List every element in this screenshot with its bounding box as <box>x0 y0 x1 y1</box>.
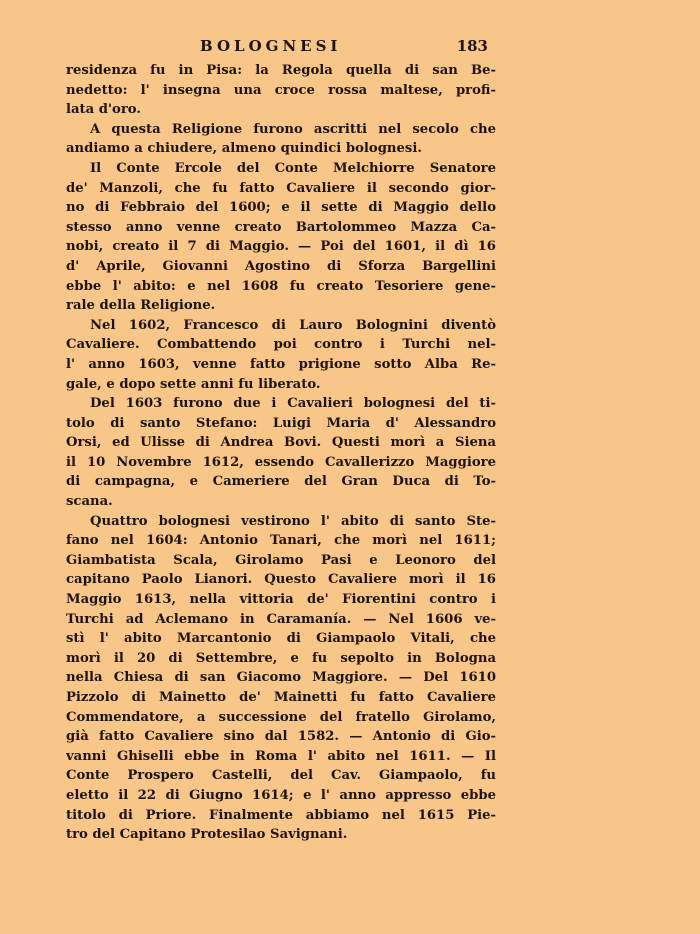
text-line: residenza fu in Pisa: la Regola quella di san Be- <box>66 63 496 78</box>
text-line: scana. <box>66 494 113 510</box>
text-line: andiamo a chiudere, almeno quindici bolognesi. <box>66 141 422 157</box>
page-header <box>66 37 496 61</box>
text-line: Maggio 1613, nella vittoria de' Fiorentini contro i <box>66 592 496 608</box>
text-line: Pizzolo di Mainetto de' Mainetti fu fatto Cavaliere <box>66 690 496 705</box>
text-line: Conte Prospero Castelli, del Cav. Giampaolo, fu <box>66 768 496 784</box>
text-line: vanni Ghiselli ebbe in Roma l' abito nel 1611. — Il <box>66 748 496 764</box>
text-line: Cavaliere. Combattendo poi contro i Turchi nel- <box>66 337 496 353</box>
text-line: tolo di santo Stefano: Luigi Maria d' Alessandro <box>66 415 496 431</box>
text-line: nobi, creato il 7 di Maggio. — Poi del 1601, il dì 16 <box>66 239 496 255</box>
text-line: Commendatore, a successione del fratello Girolamo, <box>66 709 496 725</box>
text-line: A questa Religione furono ascritti nel secolo che <box>90 121 496 137</box>
text-line: Quattro bolognesi vestirono l' abito di santo Ste- <box>90 513 496 529</box>
text-line: l' anno 1603, venne fatto prigione sotto Alba Re- <box>66 356 496 372</box>
running-head: BOLOGNESI <box>200 37 342 55</box>
page-number: 183 <box>456 37 488 55</box>
text-line: stesso anno venne creato Bartolommeo Mazza Ca- <box>66 219 496 235</box>
text-line: capitano Paolo Lianori. Questo Cavaliere morì il 16 <box>66 572 496 588</box>
text-line: ebbe l' abito: e nel 1608 fu creato Tesoriere gene- <box>66 278 496 294</box>
text-line: il 10 Novembre 1612, essendo Cavallerizzo Maggiore <box>66 454 496 470</box>
text-line: Orsi, ed Ulisse di Andrea Bovi. Questi morì a Siena <box>66 435 496 451</box>
text-line: no di Febbraio del 1600; e il sette di Maggio dello <box>66 200 496 216</box>
text-line: Giambatista Scala, Girolamo Pasi e Leonoro del <box>66 552 496 568</box>
text-line: Turchi ad Aclemano in Caramanía. — Nel 1606 ve- <box>66 611 496 627</box>
text-line: stì l' abito Marcantonio di Giampaolo Vitali, che <box>66 631 496 647</box>
text-line: Nel 1602, Francesco di Lauro Bolognini diventò <box>90 317 496 333</box>
text-line: fano nel 1604: Antonio Tanari, che morì nel 1611; <box>66 533 496 549</box>
text-line: tro del Capitano Protesilao Savignani. <box>66 827 348 843</box>
text-line: d' Aprile, Giovanni Agostino di Sforza Bargellini <box>66 258 496 274</box>
text-line: morì il 20 di Settembre, e fu sepolto in Bologna <box>66 650 496 666</box>
book-page <box>66 37 496 845</box>
text-line: rale della Religione. <box>66 298 216 314</box>
text-line: già fatto Cavaliere sino dal 1582. — Antonio di Gio- <box>66 729 496 745</box>
text-line: eletto il 22 di Giugno 1614; e l' anno appresso ebbe <box>66 787 496 803</box>
text-line: nedetto: l' insegna una croce rossa maltese, profi- <box>66 82 496 98</box>
text-line: nella Chiesa di san Giacomo Maggiore. — Del 1610 <box>66 670 496 686</box>
body-text <box>66 61 496 845</box>
text-line: Il Conte Ercole del Conte Melchiorre Senatore <box>90 160 496 176</box>
text-line: de' Manzoli, che fu fatto Cavaliere il secondo gior- <box>66 180 496 196</box>
text-line: di campagna, e Cameriere del Gran Duca di To- <box>66 474 496 490</box>
text-line: gale, e dopo sette anni fu liberato. <box>66 376 321 392</box>
text-line: titolo di Priore. Finalmente abbiamo nel 1615 Pie- <box>66 807 496 823</box>
text-line: lata d'oro. <box>66 102 141 118</box>
text-line: Del 1603 furono due i Cavalieri bolognesi del ti- <box>90 396 496 412</box>
